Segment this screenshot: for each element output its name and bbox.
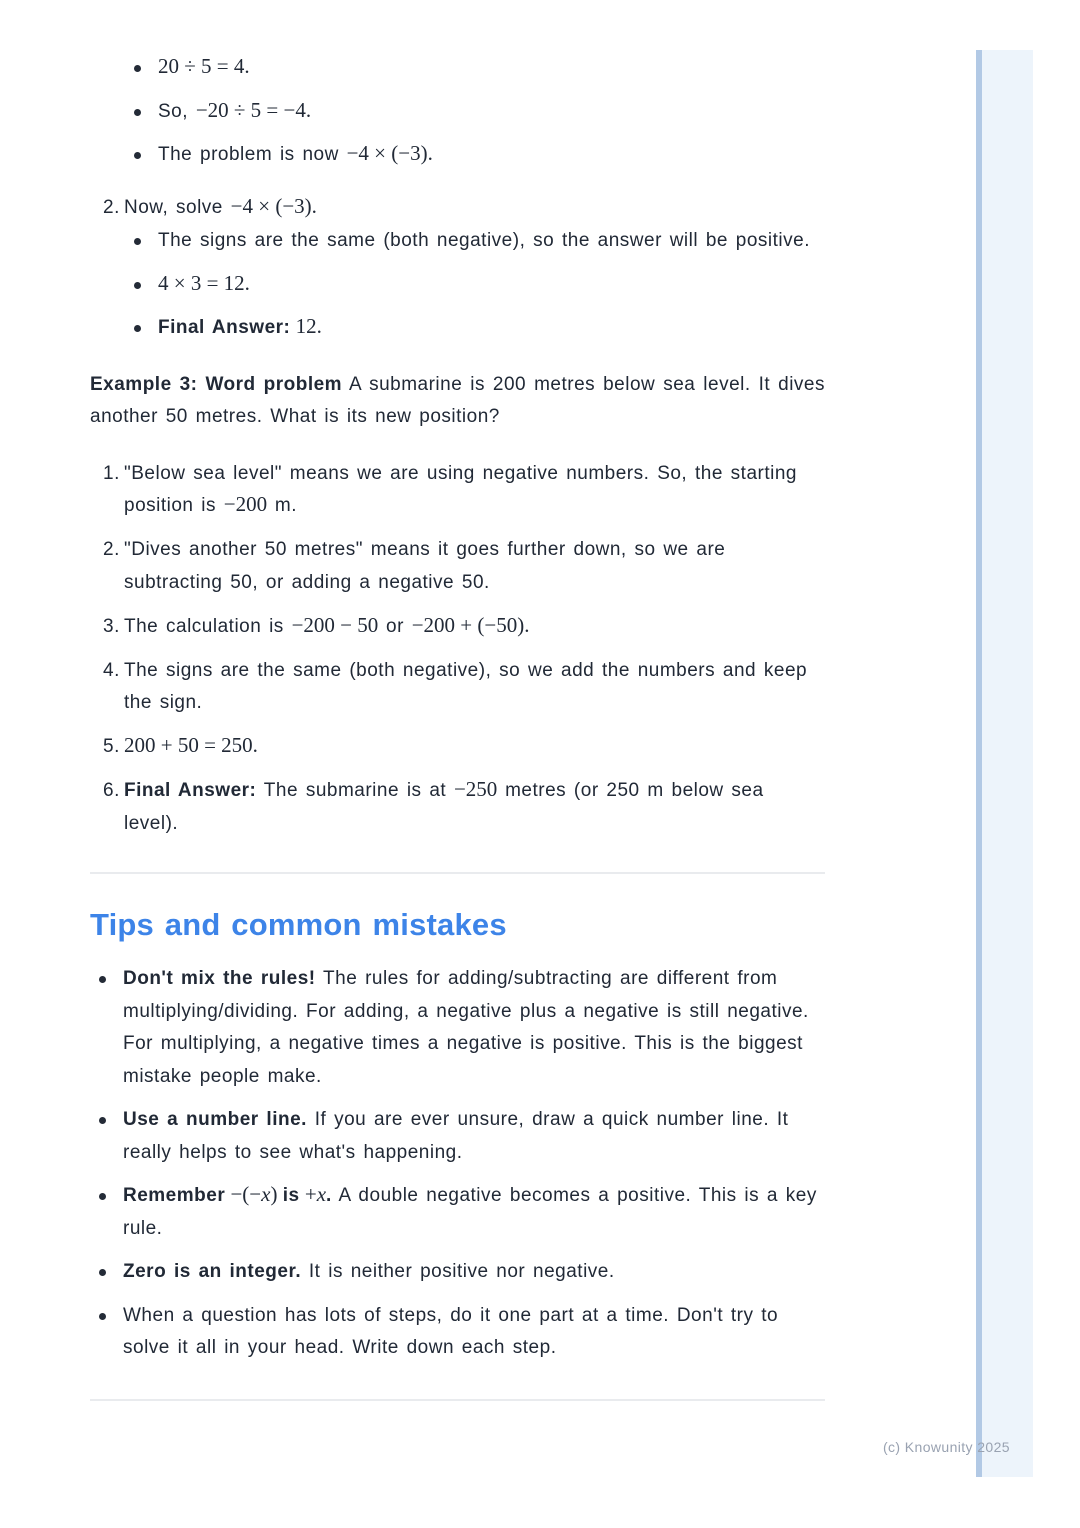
bullet-marker xyxy=(99,1269,106,1276)
math-expression xyxy=(300,1182,326,1206)
step-text: The calculation is xyxy=(124,615,292,637)
step-number: 6. xyxy=(103,780,120,801)
tip-item xyxy=(90,1256,825,1289)
math-expression: 20 ÷ 5 = 4. xyxy=(158,54,250,78)
math-variable: x xyxy=(261,1182,271,1206)
math-expression: −200 + (−50). xyxy=(411,612,530,637)
list-item xyxy=(90,52,825,85)
step-text: "Below sea level" means we are using negative numbers. So, the starting position is xyxy=(124,462,797,516)
tip-text: If you are ever unsure, draw a quick number line. It really helps to see what's happening. xyxy=(123,1109,789,1163)
list-item xyxy=(124,269,825,302)
content-column xyxy=(90,0,825,1401)
step-number: 1. xyxy=(103,462,120,484)
tip-item xyxy=(90,1180,825,1245)
bullet-marker xyxy=(134,238,141,245)
math-expression: −200 − 50 xyxy=(291,612,379,637)
final-answer-label: Final Answer: xyxy=(124,780,257,801)
step-item xyxy=(90,611,825,644)
step-number: 2. xyxy=(103,539,120,560)
math-expression: 200 + 50 = 250. xyxy=(124,733,258,757)
list-item xyxy=(124,225,825,258)
section-divider-bottom xyxy=(90,1399,825,1401)
math-expression: 4 × 3 = 12. xyxy=(158,270,250,295)
math-expression: −4 × (−3). xyxy=(230,193,317,218)
math-variable: x xyxy=(316,1182,327,1206)
bullet-marker xyxy=(99,1117,106,1124)
list-item-text: So, xyxy=(158,100,196,122)
step-text: or xyxy=(378,615,412,637)
numbered-step-2 xyxy=(90,192,825,345)
bullet-marker xyxy=(99,1313,106,1320)
list-item-text: The signs are the same (both negative), so the answer will be positive. xyxy=(158,230,810,251)
step-text: The submarine is at xyxy=(256,780,454,801)
list-item-text: The problem is now xyxy=(158,144,347,165)
tip-text: A double negative becomes a positive. This is a key rule. xyxy=(123,1185,817,1239)
example3-paragraph xyxy=(90,369,825,434)
math-text: + xyxy=(299,1182,317,1206)
bullet-marker xyxy=(134,109,141,116)
step-text: "Dives another 50 metres" means it goes further down, so we are subtracting 50, or adding a negative 50. xyxy=(124,539,726,593)
example3-title: Example 3: Word problem xyxy=(90,373,343,395)
math-expression: 12. xyxy=(290,314,322,338)
tip-text: When a question has lots of steps, do it one part at a time. Don't try to solve it all in your head. Write down each step. xyxy=(123,1304,779,1358)
step-number: 5. xyxy=(103,736,120,757)
math-expression: −4 × (−3). xyxy=(346,141,433,165)
bullet-marker xyxy=(134,152,141,159)
bullet-marker xyxy=(134,65,141,72)
final-answer-label: Final Answer: xyxy=(158,317,291,338)
tip-lead: Don't mix the rules! xyxy=(123,968,316,989)
step-item xyxy=(90,731,825,764)
bullet-marker xyxy=(134,325,141,332)
next-page-edge-strip xyxy=(976,50,1033,1477)
tips-list xyxy=(90,963,825,1365)
example3-body: A submarine is 200 metres below sea level. It dives another 50 metres. What is its new position? xyxy=(90,373,826,427)
tip-lead: is xyxy=(282,1185,300,1206)
bullet-marker xyxy=(99,1193,106,1200)
list-item xyxy=(124,312,825,345)
tip-lead: Remember xyxy=(123,1185,226,1206)
tip-text: The rules for adding/subtracting are different from multiplying/dividing. For adding, a negative plus a negative is still negative. For multiplying, a negative times a negative is positive. This is the biggest mistake people make. xyxy=(123,968,809,1087)
tip-item xyxy=(90,963,825,1093)
step-item xyxy=(90,458,825,523)
step-item xyxy=(90,534,825,599)
math-expression: −200 xyxy=(223,492,268,516)
math-expression: −20 ÷ 5 = −4. xyxy=(195,97,312,122)
list-item xyxy=(90,139,825,172)
step-2-sub-bullets xyxy=(124,225,825,345)
step-number: 2. xyxy=(103,196,120,218)
tip-lead: . xyxy=(326,1185,332,1206)
tips-heading: Tips and common mistakes xyxy=(90,907,507,942)
math-expression: −250 xyxy=(453,777,498,801)
tip-item xyxy=(90,1300,825,1365)
tip-lead: Use a number line. xyxy=(123,1109,307,1130)
bullet-marker xyxy=(99,976,106,983)
step-number: 4. xyxy=(103,659,120,681)
math-expression xyxy=(225,1182,283,1206)
step-text: Now, solve xyxy=(124,196,231,218)
step-number: 3. xyxy=(103,615,120,637)
bullet-marker xyxy=(134,282,141,289)
step-item xyxy=(90,655,825,720)
section-divider-top xyxy=(90,872,825,874)
step-text: m. xyxy=(267,495,298,516)
tip-lead: Zero is an integer. xyxy=(123,1261,302,1282)
step-text: The signs are the same (both negative), so we add the numbers and keep the sign. xyxy=(124,659,808,713)
list-item xyxy=(90,96,825,129)
step-text: metres (or 250 m below sea level). xyxy=(124,780,764,834)
step-item xyxy=(90,775,825,840)
prev-example-bullet-list xyxy=(90,52,825,172)
tip-item xyxy=(90,1104,825,1169)
math-text: −(− xyxy=(225,1182,262,1206)
math-text: ) xyxy=(270,1182,283,1206)
tip-text: It is neither positive nor negative. xyxy=(301,1261,615,1282)
example3-steps-list xyxy=(90,458,825,841)
copyright-text: (c) Knowunity 2025 xyxy=(882,1439,1010,1455)
